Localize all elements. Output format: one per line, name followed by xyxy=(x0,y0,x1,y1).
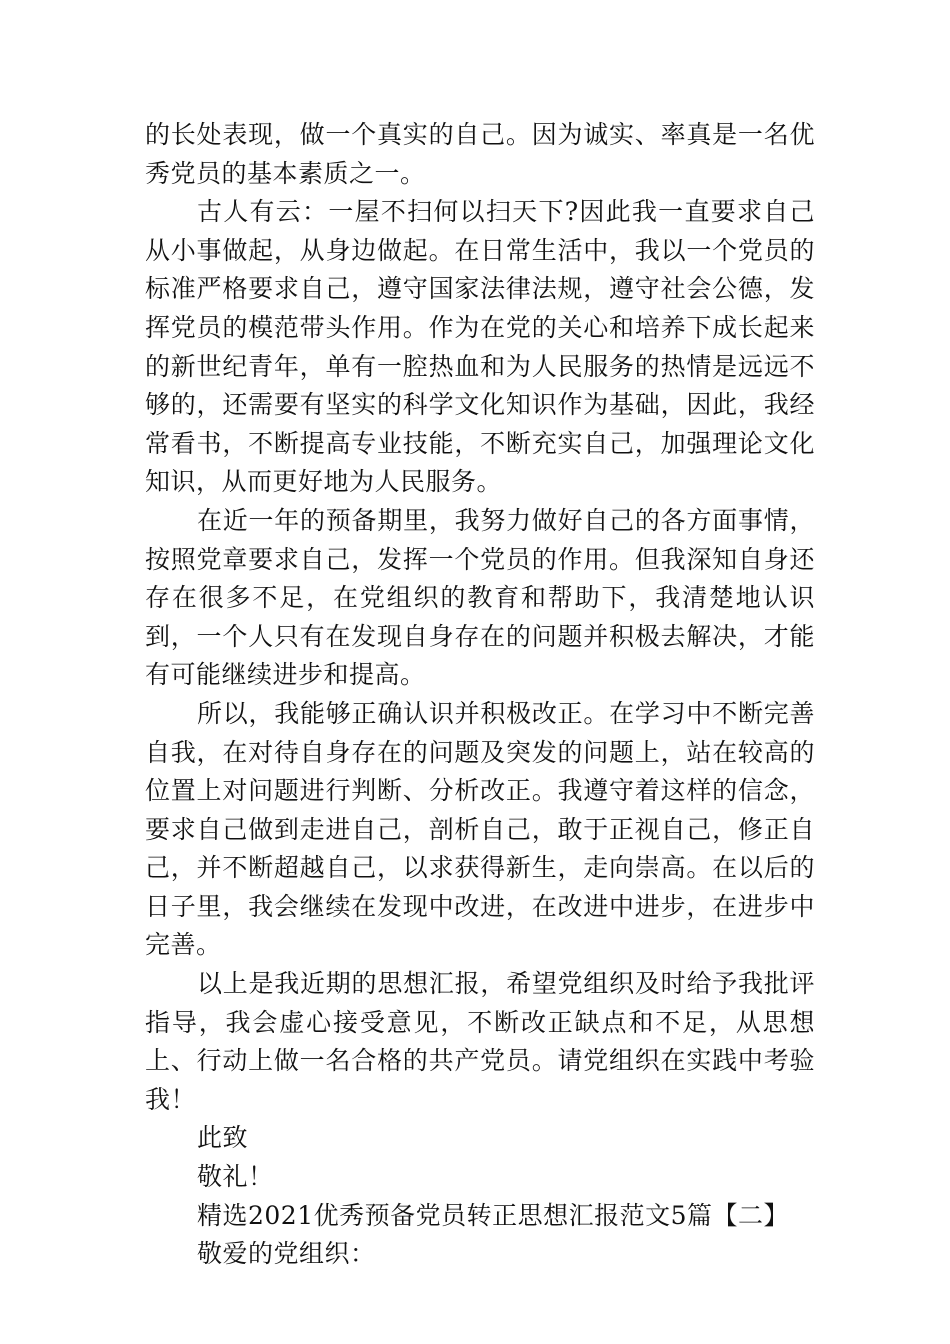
paragraph-probation-year: 在近一年的预备期里，我努力做好自己的各方面事情，按照党章要求自己，发挥一个党员的作用。但我深知自身还存在很多不足，在党组织的教育和帮助下，我清楚地认识到，一个人只有在发现自身存在的问题并积极去解决，才能有可能继续进步和提高。 xyxy=(145,505,815,690)
paragraph-self-correction: 所以，我能够正确认识并积极改正。在学习中不断完善自我，在对待自身存在的问题及突发的问题上，站在较高的位置上对问题进行判断、分析改正。我遵守着这样的信念，要求自己做到走进自己，剖析自己，敢于正视自己，修正自己，并不断超越自己，以求获得新生，走向崇高。在以后的日子里，我会继续在发现中改进，在改进中进步，在进步中完善。 xyxy=(145,698,815,960)
paragraph-small-things: 古人有云：一屋不扫何以扫天下?因此我一直要求自己从小事做起，从身边做起。在日常生活中，我以一个党员的标准严格要求自己，遵守国家法律法规，遵守社会公德，发挥党员的模范带头作用。作为在党的关心和培养下成长起来的新世纪青年，单有一腔热血和为人民服务的热情是远远不够的，还需要有坚实的科学文化知识作为基础，因此，我经常看书，不断提高专业技能，不断充实自己，加强理论文化知识，从而更好地为人民服务。 xyxy=(145,197,815,497)
closing-respectfully: 此致 xyxy=(197,1123,249,1153)
paragraph-conclusion: 以上是我近期的思想汇报，希望党组织及时给予我批评指导，我会虚心接受意见，不断改正缺点和不足，从思想上、行动上做一名合格的共产党员。请党组织在实践中考验我！ xyxy=(145,969,815,1114)
salutation: 敬爱的党组织： xyxy=(197,1239,376,1269)
next-article-title: 精选2021优秀预备党员转正思想汇报范文5篇【二】 xyxy=(197,1200,790,1230)
paragraph-continuation: 的长处表现，做一个真实的自己。因为诚实、率真是一名优秀党员的基本素质之一。 xyxy=(145,120,815,188)
document-body xyxy=(145,116,815,1274)
closing-salute: 敬礼！ xyxy=(197,1162,274,1192)
